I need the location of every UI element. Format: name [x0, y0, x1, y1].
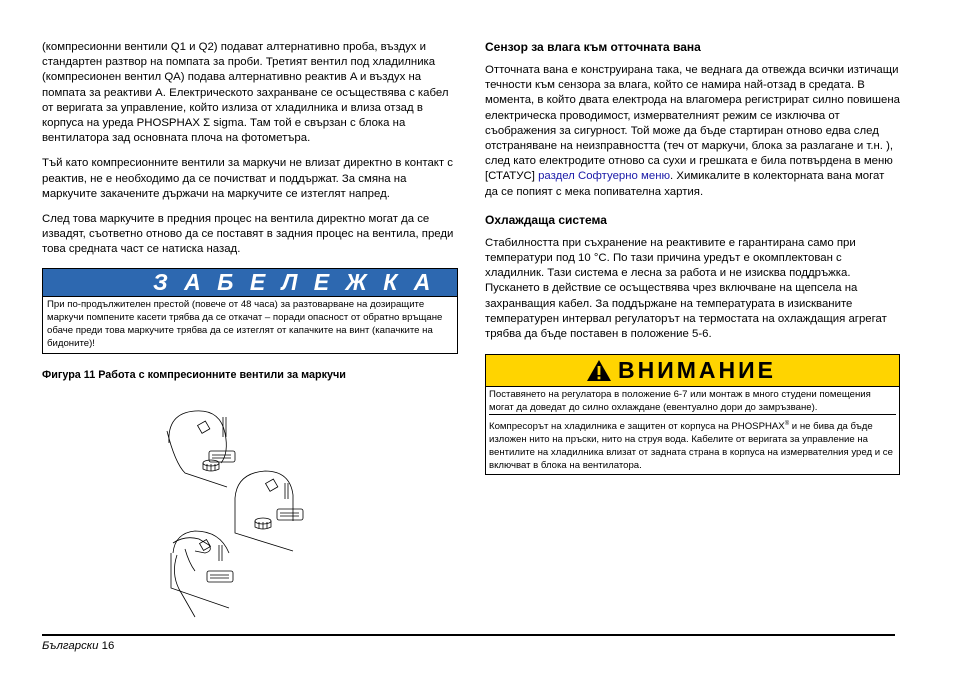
moisture-text-part-2: . Химикалите в колекторната вана могат да се попият с мека попивателна хартия. [485, 170, 885, 198]
warning-text-2 [489, 420, 896, 472]
figure-caption: Фигура 11 Работа с компресионните вентили за маркучи [42, 368, 346, 381]
footer-rule [42, 634, 895, 636]
footer-page-number: 16 [101, 640, 115, 652]
note-box [42, 268, 458, 354]
warning-triangle-icon [586, 359, 612, 382]
right-column [485, 40, 900, 475]
warning-text-1: Поставянето на регулатора в положение 6-7 или монтаж в много студени помещения могат да доведат до силно охлаждане (евентуално дори до замръзване). [489, 388, 896, 415]
section-heading-cooling-system: Охлаждаща система [485, 212, 607, 227]
left-paragraph-2: Тъй като компресионните вентили за маркучи не влизат директно в контакт с реактив, не е необходимо да се почистват и поддържат. За смяна на маркучите закачените държачи на маркучите се изтеглят напред. [42, 157, 453, 200]
left-column [42, 40, 458, 382]
moisture-text-part-1: Отточната вана е конструирана така, че веднага да отвежда всички изтичащи течности към сензора за влага, който се намира най-отзад в средата. В момента, в който двата електрода на влагомера регистрират силно повишена електрическа проводимост, измервателният режим се изключва от съображения за сигурност. Той може да бъде стартиран отново едва след отстраняване на неизправността (теч от маркучи, блока за разлагане и т.н. ), след като електродите отново са сухи и грешката е била потвърдена в меню [СТАТУС] [485, 64, 900, 183]
note-text: При по-продължителен престой (повече от 48 часа) за разтоварване на дозиращите маркучи помпените касети трябва да се откачат – поради опасност от обратно връщане обаче преди това маркучите трябва да се изтеглят от капачките на винт (капачките на бидоните)! [43, 296, 457, 353]
footer-language: Български [42, 640, 99, 652]
moisture-sensor-paragraph [485, 63, 900, 200]
warning-title: ВНИМАНИЕ [618, 357, 777, 384]
pinch-valve-figure [165, 403, 310, 621]
registered-mark: ® [784, 421, 790, 428]
warning-text-2-part-2: и не бива да бъде изложен нито на пръски, нито на струя вода. Кабелите от веригата за управление на вентилите на хладилника влизат от задната страна в корпуса на измервателния уред и се включват в блока на вентилатора. [489, 421, 893, 472]
warning-box [485, 354, 900, 475]
section-heading-moisture-sensor: Сензор за влага към отточната вана [485, 40, 701, 54]
cooling-system-paragraph: Стабилността при съхранение на реактивите е гарантирана само при температури под 10 °C. По тази причина уредът е окомплектован с хладилник. Тази система е лесна за работа и не изисква поддръжка. Пускането в действие се осъществява чрез включване на щепсела на захранващия кабел. За поддържане на температурата в изискваните температурен интервал регулаторът на термостата на охлаждащия агрегат трябва да бъде поставен в положение 5-6. [485, 236, 887, 341]
software-menu-link[interactable]: раздел Софтуерно меню [538, 170, 671, 183]
left-paragraph-3: След това маркучите в предния процес на вентила директно могат да се извадят, съответно отново да се поставят в задния процес на вентила, преди това средната част се натиска назад. [42, 213, 454, 256]
note-title: З А Б Е Л Е Ж К А [43, 269, 457, 296]
left-paragraph-1: (компресионни вентили Q1 и Q2) подават алтернативно проба, въздух и стандартен разтвор на помпата за проби. Третият вентил под хладилника (компресионен вентил QA) подава алтернативно реактив A и въздух на помпата за реактиви A. Електрическото захранване се осъществява с кабел от веригата за управление, който излиза от хладилника и влиза отзад в корпуса на уреда PHOSPHAX Σ sigma. Там той е свързан с блока на вентилатора зад основната плоча на фотометъра. [42, 41, 449, 145]
warning-header [486, 355, 899, 386]
footer [42, 640, 114, 652]
warning-text [486, 386, 899, 474]
warning-text-2-part-1: Компресорът на хладилника е защитен от корпуса на PHOSPHAX [489, 421, 785, 433]
